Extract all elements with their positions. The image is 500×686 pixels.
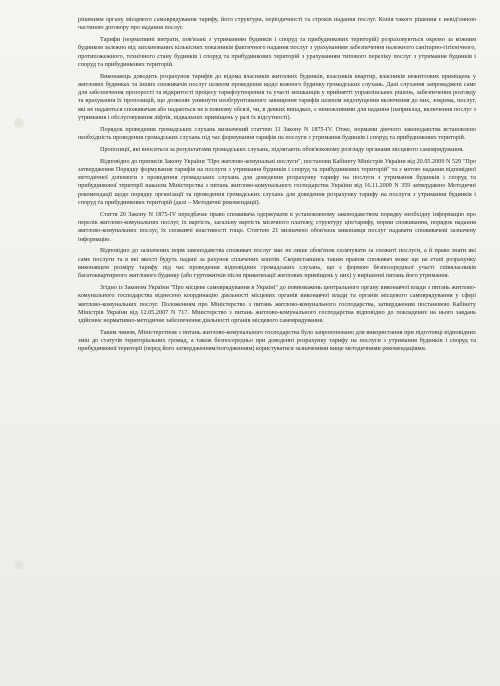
paragraph: Виконавець доводить розрахунок тарифів до відома власників житлових будинків, власників квартир, власників нежитлових приміщень у житлових будинках та інших споживачів послуг шляхом проведення щодо кожного будинку громадських слухань. Дані слухання запроваджені саме для забезпечення прозорості та відкритості процесу тарифоутворення та участі мешканців у прийнятті управлінських рішень, забезпечення розгляду та врахування їх пропозицій, що дозволяє уникнути необгрунтованого завищення тарифів шляхом недопущення включення до них, зокрема, послуг, які не надаються споживачам або надаються не в повному обсязі, чи, в деяких випадках, є неможливими для надання (наприклад, включення послуг з утримання і обслуговування ліфтів, підвальних приміщень у разі їх відсутності). xyxy=(78,73,476,121)
document-body xyxy=(78,16,476,357)
paragraph: Стаття 20 Закону N 1875-IV передбачає право споживача одержувати в установленому законодавством порядку необхідну інформацію про перелік житлово-комунальних послуг, їх вартість, загальну вартість місячного платежу, структуру цін/тарифу, норми споживання, порядок надання житлово-комунальних послуг, їх споживчі властивості тощо. Статтею 21 визначено обов'язок виконавця послуг надавати споживачеві зазначену інформацію. xyxy=(78,211,476,243)
paragraph: Таким чином, Міністерством з питань житлово-комунального господарства було запропоновано для використання при підготовці відповідних змін до статутів територіальних громад, а також безпосередньо при доведенні розрахунку тарифу на послуги з утримання будинків і споруд та прибудинкової території (перед його затвердженням/погодженням) користуватися зазначеними вище методичними рекомендаціями. xyxy=(78,329,476,353)
paragraph: Відповідно до зазначених норм законодавства споживач послуг має не лише обов'язок сплачувати за спожиті послуги, а й право знати які саме послуги та в які якості будуть надані за рахунок сплачених коштів. Скориставшись таким правом споживач може ще на етапі розрахунку виконавцем розміру тарифу під час проведення відповідних громадських слухань, що є формою безпосередньої участі співвласників багатоквартирного житлового будинку (або гуртожитків після приватизації житлових приміщень у них) у вирішенні питань його утримання. xyxy=(78,248,476,280)
paragraph: Згідно із Законом України "Про місцеве самоврядування в Україні" до повноважень центрального органу виконавчої влади з питань житлово-комунального господарства віднесено координацію діяльності місцевих органів виконавчої влади та органів місцевого самоврядування у сфері житлово-комунальних послуг. Положенням про Міністерство з питань житлово-комунального господарства, затвердженим постановою Кабінету Міністрів України від 12.05.2007 N 717. Міністерство з питань житлово-комунального господарства відповідно до покладених на нього завдань здійснює нормативно-методичне забезпечення діяльності органів місцевого самоврядування. xyxy=(78,285,476,324)
punch-hole-mark xyxy=(14,118,24,128)
punch-hole-mark xyxy=(14,560,24,570)
paragraph: Пропозиції, які вносяться за результатами громадських слухань, підлягають обов'язковому розгляду органами місцевого самоврядування. xyxy=(100,146,464,153)
paragraph: Порядок проведення громадських слухань визначений статтею 11 Закону N 1875-IV. Отже, нормами діючого законодавства встановлено необхідність проведення громадських слухань під час формування тарифів на послуги з утримання будинків і споруд та прибудинкових територій. xyxy=(78,126,476,142)
paragraph: рішенням органу місцевого самоврядування тарифу, його структури, періодичності та строків надання послуг. Копія такого рішення є невід'ємною частиною договору про надання послуг. xyxy=(78,17,476,32)
paragraph: Відповідно до приписів Закону України "Про житлово-комунальні послуги", постанови Кабінету Міністрів України від 20.05.2009 N 529 "Про затвердження Порядку формування тарифів на послуги з утримання будинків і споруд та прибудинкових територій" та з метою надання відповідної методичної допомоги з проведення громадських слухань для доведення розрахунку тарифу на послуги з утримання будинків і споруд та прибудинкової території наказом Міністерства з питань житлово-комунального господарства України від 16.11.2009 N 359 затверджено Методичні рекомендації щодо порядку організації та проведення громадських слухань для доведення розрахунку тарифу на послуги з утримання будинків і споруд та прибудинкових територій (далі – Методичні рекомендації). xyxy=(78,158,476,206)
paragraph: Тарифи (нормативні витрати, пов'язані з утриманням будинків і споруд та прибудинкових територій) розраховуються окремо за кожним будинком залежно від запланованих кількісних показників фактичного надання послуг з урахуванням забезпечення належного санітарно-гігієнічного, протипожежного, технічного стану будинків і споруд та прибудинкових територій з урахуванням типового переліку послуг з утримання будинків і споруд та прибудинкових територій. xyxy=(78,37,476,68)
